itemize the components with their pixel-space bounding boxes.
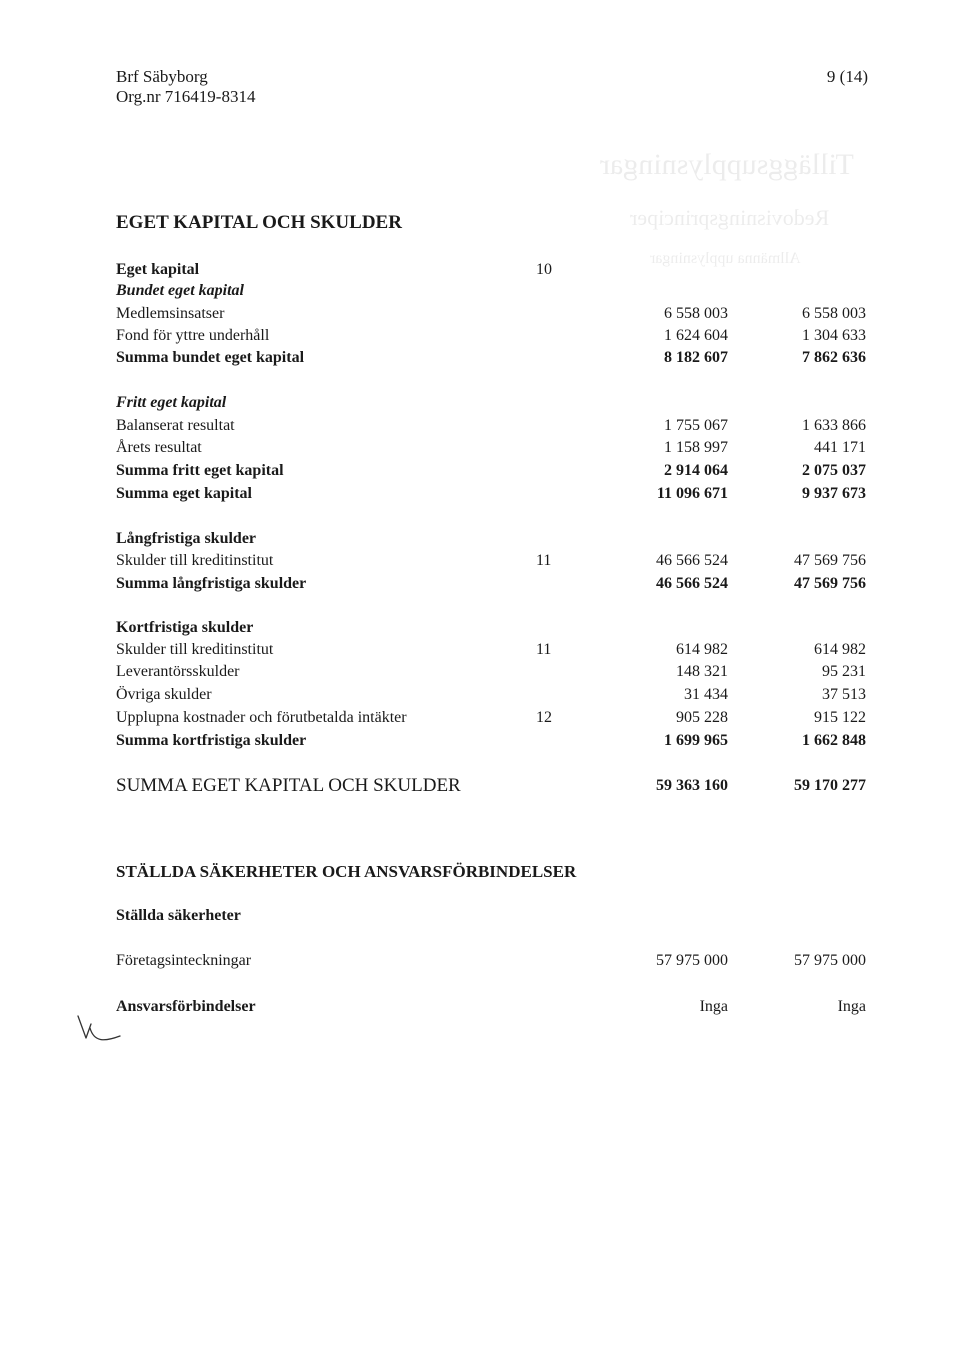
row-summa-eget-kapital-och-skulder [116, 773, 870, 799]
prior-year-value: 59 170 277 [794, 777, 866, 794]
current-year-value: 59 363 160 [656, 777, 728, 794]
row-label: Fond för yttre underhåll [116, 327, 270, 344]
row-label: Eget kapital [116, 261, 200, 278]
row-leverantorsskulder [116, 661, 870, 683]
prior-year-value: 57 975 000 [794, 952, 866, 969]
row-label: Summa kortfristiga skulder [116, 732, 307, 749]
prior-year-value: 1 662 848 [802, 732, 866, 749]
bleed-through-text: Allmänna upplysningar [650, 250, 801, 267]
row-label: Summa eget kapital [116, 485, 252, 502]
row-label: Medlemsinsatser [116, 305, 225, 322]
note-reference: 12 [536, 709, 552, 726]
row-label: Övriga skulder [116, 686, 212, 703]
section-title: EGET KAPITAL OCH SKULDER [116, 212, 402, 233]
current-year-value: 905 228 [676, 709, 728, 726]
note-reference: 10 [536, 261, 552, 278]
bleed-through-text: Redovisningsprinciper [630, 205, 830, 230]
organization-name: Brf Säbyborg [116, 67, 208, 86]
handwritten-initials [76, 1012, 126, 1048]
current-year-value: Inga [699, 998, 728, 1015]
prior-year-value: 37 513 [822, 686, 866, 703]
row-ovriga-skulder [116, 684, 870, 706]
note-reference: 11 [536, 552, 552, 569]
page-number: 9 (14) [826, 67, 868, 86]
current-year-value: 11 096 671 [656, 485, 728, 502]
row-label: Ansvarsförbindelser [116, 998, 256, 1015]
row-foretagsinteckningar [116, 950, 870, 972]
prior-year-value: 441 171 [814, 439, 866, 456]
row-kortfristiga-skulder [116, 617, 870, 639]
row-label: SUMMA EGET KAPITAL OCH SKULDER [116, 775, 461, 796]
row-label: Kortfristiga skulder [116, 619, 254, 636]
current-year-value: 31 434 [684, 686, 728, 703]
prior-year-value: 915 122 [814, 709, 866, 726]
current-year-value: 1 624 604 [664, 327, 728, 344]
pledged-subtitle: Ställda säkerheter [116, 907, 241, 924]
row-fond-yttre-underhall [116, 325, 870, 347]
prior-year-value: Inga [837, 998, 866, 1015]
row-eget-kapital [116, 259, 870, 281]
row-bundet-eget-kapital [116, 280, 870, 302]
current-year-value: 1 699 965 [664, 732, 728, 749]
prior-year-value: 47 569 756 [794, 552, 866, 569]
current-year-value: 614 982 [676, 641, 728, 658]
row-skulder-kreditinstitut-short [116, 639, 870, 661]
row-fritt-eget-kapital [116, 392, 870, 414]
row-label: Skulder till kreditinstitut [116, 641, 274, 658]
row-arets-resultat [116, 437, 870, 459]
row-summa-langfristiga-skulder [116, 573, 870, 595]
prior-year-value: 7 862 636 [802, 349, 866, 366]
current-year-value: 8 182 607 [664, 349, 728, 366]
row-summa-eget-kapital [116, 483, 870, 505]
current-year-value: 148 321 [676, 663, 728, 680]
prior-year-value: 47 569 756 [794, 575, 866, 592]
prior-year-value: 9 937 673 [802, 485, 866, 502]
prior-year-value: 1 633 866 [802, 417, 866, 434]
row-label: Företagsinteckningar [116, 952, 252, 969]
row-label: Fritt eget kapital [116, 394, 227, 411]
row-label: Summa långfristiga skulder [116, 575, 307, 592]
current-year-value: 46 566 524 [656, 575, 728, 592]
row-label: Skulder till kreditinstitut [116, 552, 274, 569]
row-summa-fritt-eget-kapital [116, 460, 870, 482]
note-reference: 11 [536, 641, 552, 658]
row-label: Summa bundet eget kapital [116, 349, 305, 366]
row-label: Summa fritt eget kapital [116, 462, 284, 479]
row-label: Leverantörsskulder [116, 663, 240, 680]
row-skulder-kreditinstitut-long [116, 550, 870, 572]
prior-year-value: 95 231 [822, 663, 866, 680]
row-label: Upplupna kostnader och förutbetalda intäkter [116, 709, 407, 726]
prior-year-value: 6 558 003 [802, 305, 866, 322]
prior-year-value: 2 075 037 [802, 462, 866, 479]
bleed-through-text: Tilläggsupplysningar [600, 148, 854, 181]
current-year-value: 57 975 000 [656, 952, 728, 969]
current-year-value: 1 158 997 [664, 439, 728, 456]
pledged-section-title: STÄLLDA SÄKERHETER OCH ANSVARSFÖRBINDELSER [116, 862, 577, 881]
row-ansvarsforbindelser [116, 996, 870, 1018]
row-label: Långfristiga skulder [116, 530, 257, 547]
row-label: Balanserat resultat [116, 417, 235, 434]
row-summa-bundet-eget-kapital [116, 347, 870, 369]
prior-year-value: 614 982 [814, 641, 866, 658]
row-label: Årets resultat [116, 439, 202, 456]
current-year-value: 46 566 524 [656, 552, 728, 569]
current-year-value: 1 755 067 [664, 417, 728, 434]
row-upplupna-kostnader [116, 707, 870, 729]
row-langfristiga-skulder [116, 528, 870, 550]
prior-year-value: 1 304 633 [802, 327, 866, 344]
current-year-value: 6 558 003 [664, 305, 728, 322]
row-summa-kortfristiga-skulder [116, 730, 870, 752]
row-medlemsinsatser [116, 303, 870, 325]
row-label: Bundet eget kapital [116, 282, 244, 299]
current-year-value: 2 914 064 [664, 462, 728, 479]
organization-number: Org.nr 716419-8314 [116, 87, 256, 106]
row-balanserat-resultat [116, 415, 870, 437]
